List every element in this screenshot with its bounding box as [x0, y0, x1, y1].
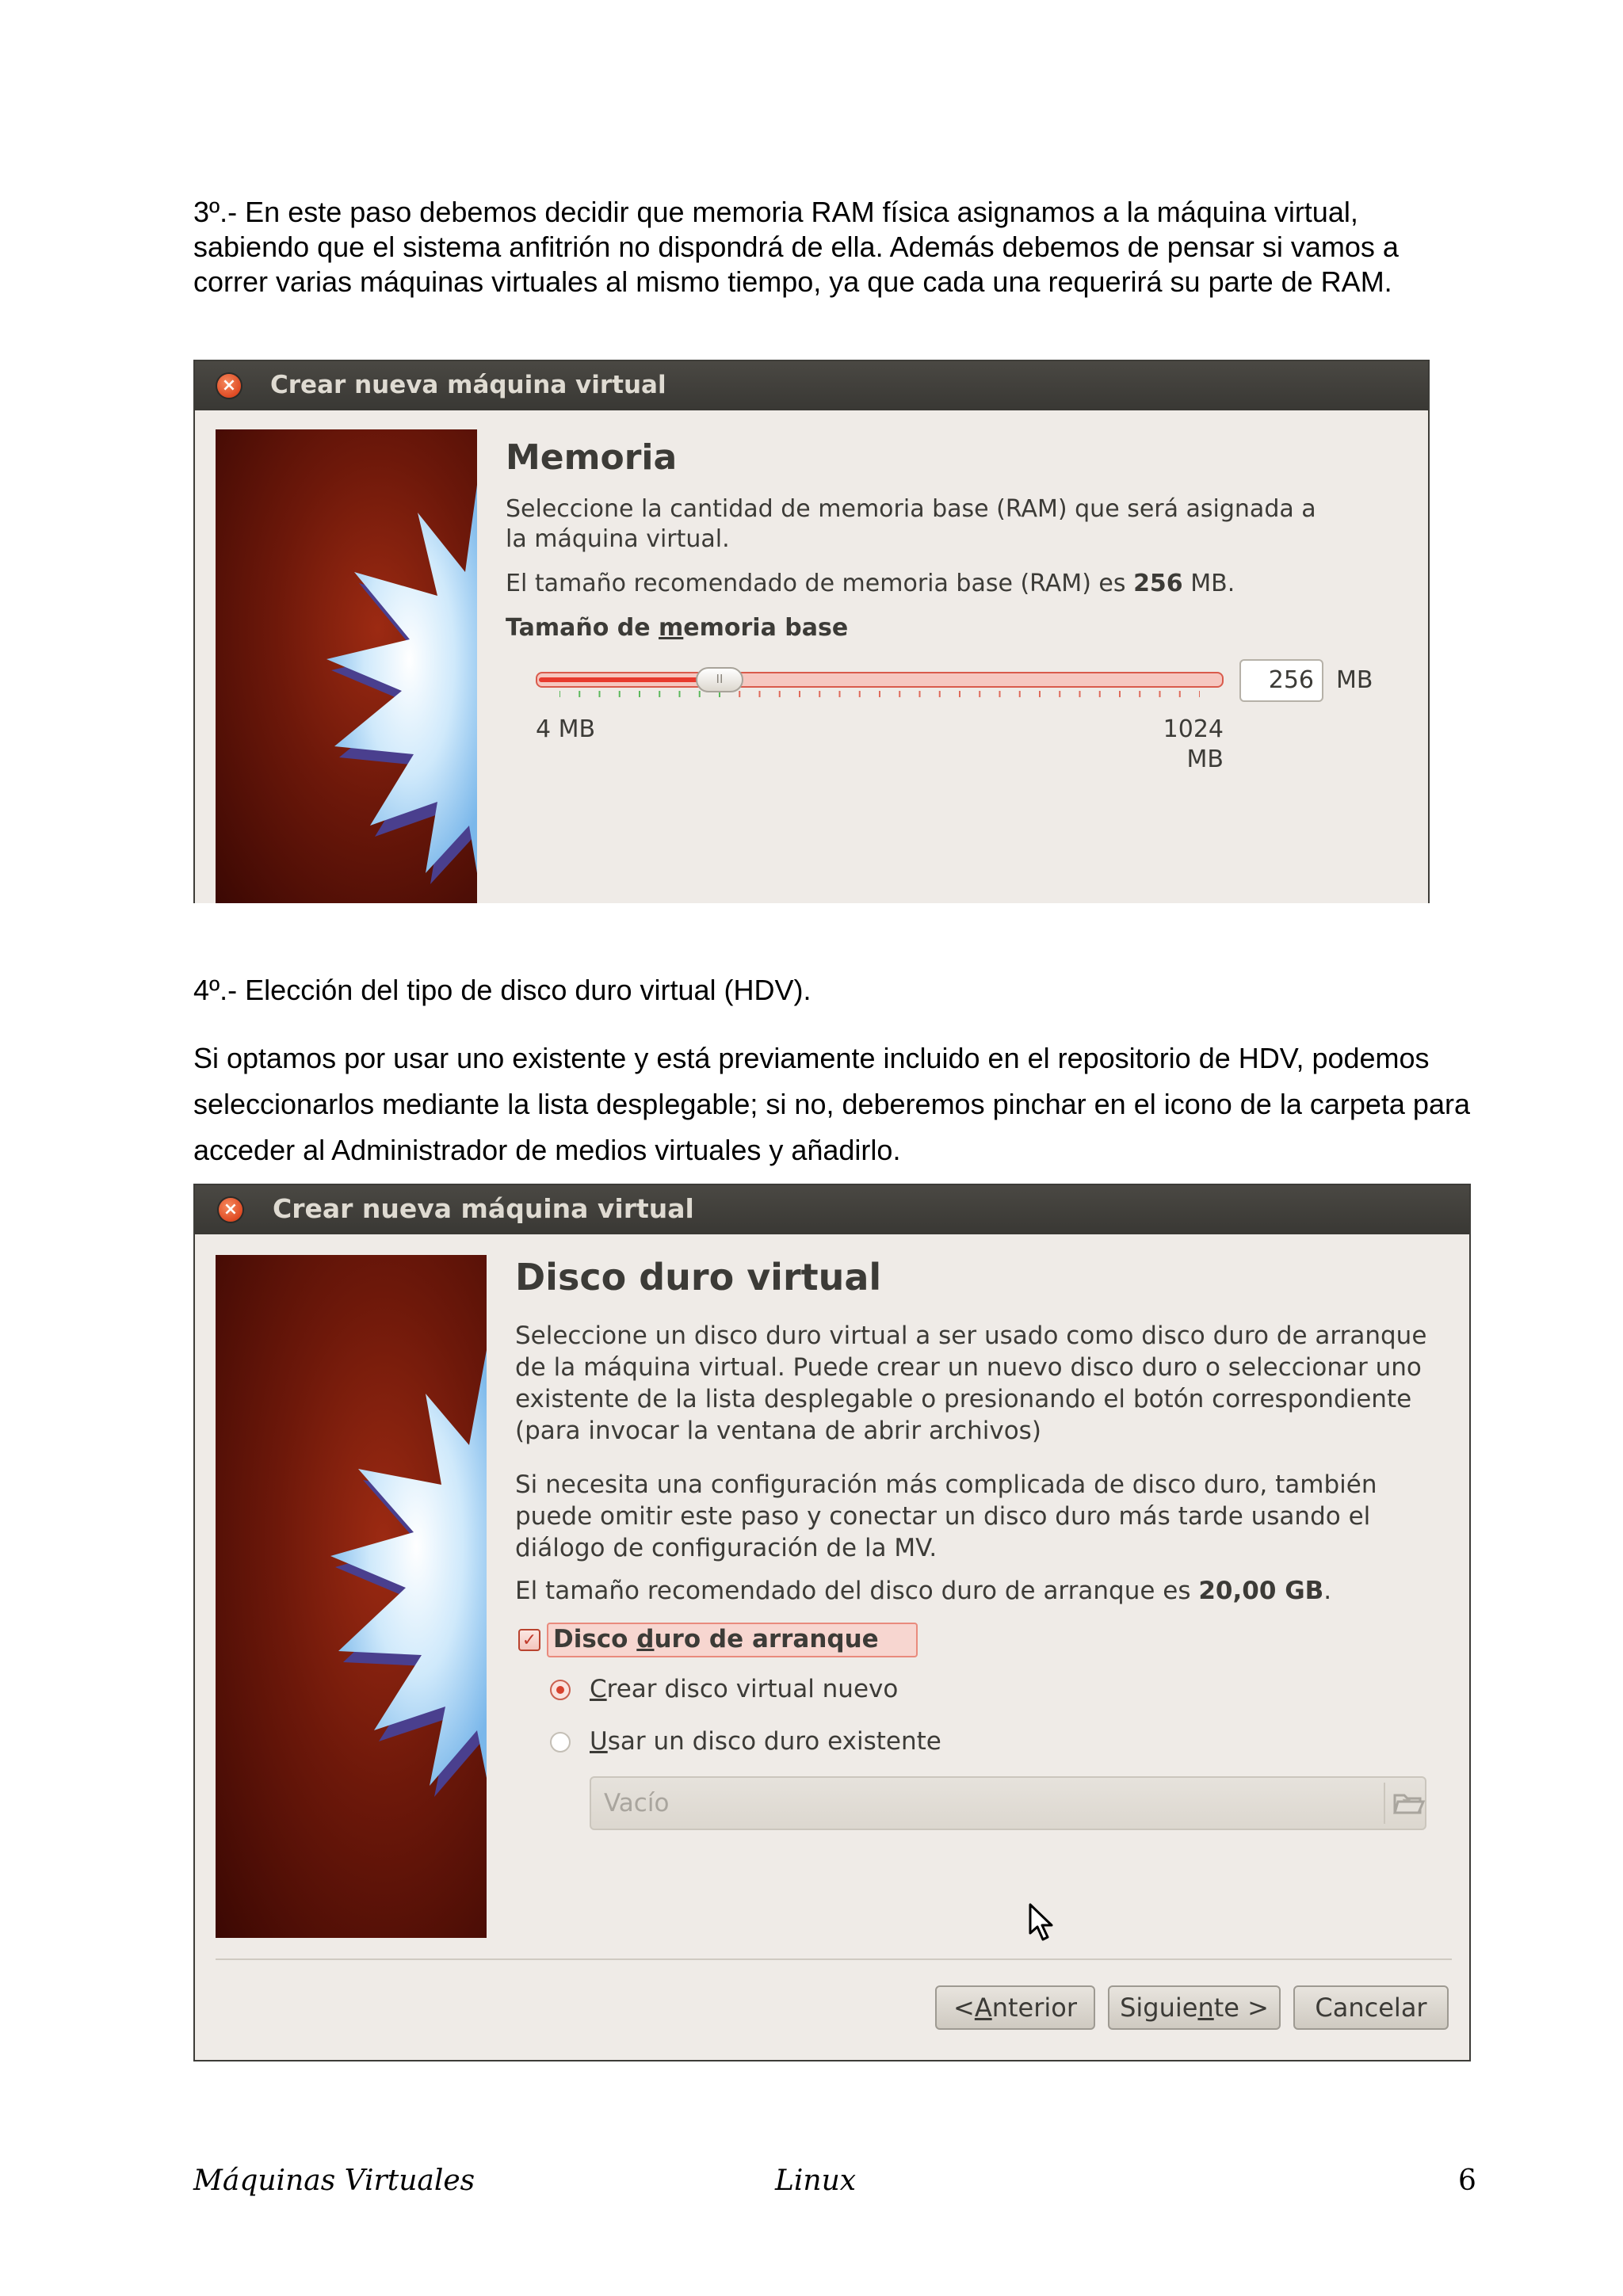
disk-heading: Disco duro virtual — [515, 1256, 882, 1299]
disk-advanced-line-1: Si necesita una configuración más complicada de disco duro, también — [515, 1470, 1377, 1499]
select-divider — [1384, 1783, 1385, 1824]
step3-line-2: sabiendo que el sistema anfitrión no dispondrá de ella. Además debemos de pensar si vamos a — [193, 231, 1399, 263]
memory-size-label-post: emoria base — [683, 614, 849, 642]
wizard-side-image — [216, 1255, 487, 1938]
radio-create-new-label — [590, 1673, 898, 1705]
next-button-pre: Siguie — [1120, 1993, 1198, 2023]
memory-recommended-value: 256 — [1133, 570, 1183, 597]
radio-create-new-indicator[interactable] — [550, 1680, 571, 1700]
radio-use-existing-mnemonic: U — [590, 1727, 608, 1756]
folder-open-icon — [1388, 1784, 1426, 1822]
disk-dialog-title: Crear nueva máquina virtual — [273, 1193, 694, 1224]
step3-line-3: correr varias máquinas virtuales al mismo tiempo, ya que cada una requerirá su parte de RAM. — [193, 265, 1392, 298]
memory-size-label-mnemonic: m — [659, 614, 684, 642]
existing-disk-select[interactable] — [590, 1776, 1426, 1830]
close-icon[interactable]: × — [219, 1198, 242, 1222]
back-button-post: nterior — [991, 1993, 1077, 2023]
footer-left: Máquinas Virtuales — [193, 2164, 475, 2197]
memory-dialog-titlebar — [195, 361, 1428, 410]
back-button-pre: < — [953, 1993, 975, 2023]
memory-size-label-pre: Tamaño de — [506, 614, 659, 642]
radio-create-new-rest: rear disco virtual nuevo — [606, 1675, 899, 1703]
next-button-post: te > — [1213, 1993, 1269, 2023]
memory-size-label — [506, 613, 848, 643]
disk-recommended-prefix: El tamaño recomendado del disco duro de arranque es — [515, 1577, 1199, 1605]
step4-line-1: Si optamos por usar uno existente y está previamente incluido en el repositorio de HDV, podemos — [193, 1042, 1430, 1074]
memory-dialog-title: Crear nueva máquina virtual — [270, 371, 666, 399]
memory-slider-ticks — [559, 691, 1200, 700]
cancel-button[interactable]: Cancelar — [1293, 1985, 1449, 2030]
disk-recommended-value: 20,00 GB — [1198, 1577, 1324, 1605]
radio-use-existing-disk[interactable] — [550, 1724, 1025, 1759]
checkmark-icon: ✓ — [521, 1630, 537, 1650]
memory-recommended — [506, 569, 1235, 599]
boot-disk-checkbox[interactable] — [518, 1629, 540, 1651]
memory-slider-max-label: 1024 MB — [1163, 715, 1224, 773]
radio-create-new-disk[interactable] — [550, 1672, 1025, 1707]
disk-description-line-3: existente de la lista desplegable o presionando el botón correspondiente — [515, 1385, 1412, 1413]
memory-slider-handle[interactable] — [696, 667, 743, 692]
boot-disk-label-mnemonic: d — [636, 1625, 655, 1653]
memory-slider[interactable] — [536, 662, 1224, 702]
radio-use-existing-rest: sar un disco duro existente — [607, 1727, 941, 1756]
radio-use-existing-label — [590, 1726, 941, 1757]
disk-dialog — [193, 1184, 1471, 2061]
wizard-side-image — [216, 429, 477, 903]
back-button[interactable] — [935, 1985, 1095, 2030]
memory-heading: Memoria — [506, 437, 678, 478]
disk-description-line-4: (para invocar la ventana de abrir archivos) — [515, 1417, 1041, 1445]
disk-recommended — [515, 1575, 1331, 1607]
step3-line-1: 3º.- En este paso debemos decidir que memoria RAM física asignamos a la máquina virtual, — [193, 196, 1358, 228]
memory-dialog — [193, 360, 1430, 903]
step4-title: 4º.- Elección del tipo de disco duro virtual (HDV). — [193, 974, 812, 1006]
step4-line-2: seleccionarlos mediante la lista desplegable; si no, deberemos pinchar en el icono de la carpeta para — [193, 1088, 1470, 1120]
radio-use-existing-indicator[interactable] — [550, 1732, 571, 1753]
close-icon[interactable]: × — [217, 374, 241, 398]
radio-create-new-mnemonic: C — [590, 1675, 607, 1703]
mouse-cursor-icon — [1029, 1903, 1056, 1943]
memory-slider-grip: II — [716, 673, 724, 686]
footer-page-number: 6 — [1458, 2164, 1476, 2197]
open-disk-folder-button[interactable] — [1388, 1784, 1426, 1822]
disk-description-line-1: Seleccione un disco duro virtual a ser usado como disco duro de arranque — [515, 1322, 1427, 1350]
existing-disk-select-value: Vacío — [604, 1789, 670, 1817]
memory-recommended-suffix: MB. — [1182, 570, 1235, 597]
boot-disk-label-pre: Disco — [553, 1625, 637, 1653]
footer-center: Linux — [775, 2164, 857, 2197]
memory-value-input[interactable] — [1239, 659, 1323, 702]
memory-description: Seleccione la cantidad de memoria base (RAM) que será asignada a la máquina virtual. — [506, 495, 1316, 553]
disk-dialog-titlebar — [195, 1185, 1469, 1234]
boot-disk-label-post: uro de arranque — [654, 1625, 879, 1653]
virtualbox-star-icon — [216, 429, 477, 903]
virtualbox-star-icon — [216, 1255, 487, 1938]
button-separator — [216, 1958, 1452, 1960]
disk-description-line-2: de la máquina virtual. Puede crear un nuevo disco duro o seleccionar uno — [515, 1353, 1422, 1382]
disk-advanced-line-3: diálogo de configuración de la MV. — [515, 1534, 938, 1562]
disk-recommended-suffix: . — [1323, 1577, 1332, 1605]
step4-line-3: acceder al Administrador de medios virtuales y añadirlo. — [193, 1134, 901, 1166]
memory-slider-min-label: 4 MB — [536, 715, 596, 743]
memory-recommended-prefix: El tamaño recomendado de memoria base (RAM) es — [506, 570, 1134, 597]
disk-advanced-line-2: puede omitir este paso y conectar un disco duro más tarde usando el — [515, 1502, 1371, 1531]
memory-value-text: 256 — [1268, 666, 1314, 694]
radio-selected-dot — [556, 1686, 564, 1694]
boot-disk-checkbox-label — [547, 1623, 918, 1657]
next-button-mnemonic: n — [1197, 1993, 1214, 2023]
memory-unit-label: MB — [1336, 666, 1373, 694]
back-button-mnemonic: A — [974, 1993, 992, 2023]
next-button[interactable] — [1108, 1985, 1281, 2030]
